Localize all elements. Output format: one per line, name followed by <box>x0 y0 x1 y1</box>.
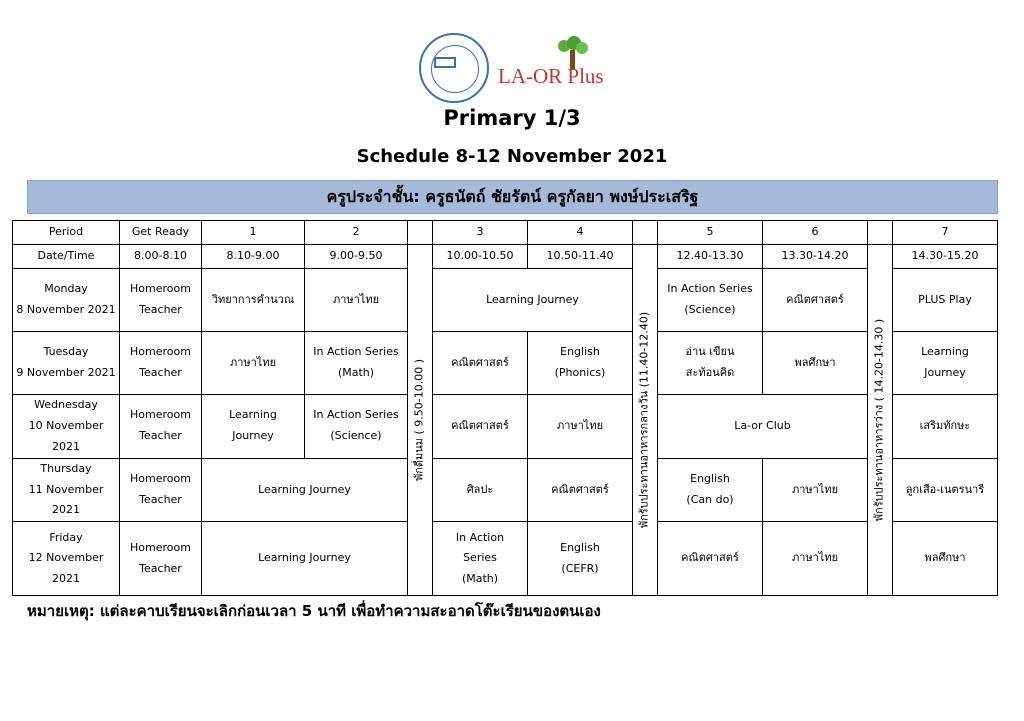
homeroom-teachers-bar: ครูประจำชั้น: ครูธนัตถ์ ชัยรัตน์ ครูกัลยา พงษ์ประเสริฐ <box>27 180 998 214</box>
class-cell: คณิตศาสตร์ <box>763 269 868 332</box>
thursday-row <box>13 458 998 522</box>
period-label: Period <box>13 221 120 245</box>
day-cell <box>13 522 120 596</box>
class-cell <box>658 332 763 395</box>
class-cell: ลูกเสือ-เนตรนารี <box>893 458 998 522</box>
day-cell <box>13 332 120 395</box>
day-cell <box>13 269 120 332</box>
class-cell <box>893 332 998 395</box>
day-cell <box>13 458 120 522</box>
period-5: 5 <box>658 221 763 245</box>
day-name: Tuesday <box>43 345 89 359</box>
time-4: 10.50-11.40 <box>528 245 633 269</box>
day-name: Friday <box>49 530 83 544</box>
day-date: 11 November 2021 <box>28 482 104 517</box>
class-line2: Journey <box>232 429 274 443</box>
friday-row <box>13 522 998 596</box>
class-line1: In Action Series <box>313 408 399 422</box>
school-seal-logo <box>419 33 489 103</box>
time-header-row <box>13 245 998 269</box>
class-cell: พลศึกษา <box>763 332 868 395</box>
class-cell: ภาษาไทย <box>763 522 868 596</box>
period-4: 4 <box>528 221 633 245</box>
monday-row <box>13 269 998 332</box>
seal-ring <box>431 45 479 93</box>
class-cell: ภาษาไทย <box>528 395 633 459</box>
class-line1: In Action Series <box>667 282 753 296</box>
day-date: 12 November 2021 <box>28 551 104 586</box>
schedule-subtitle: Schedule 8-12 November 2021 <box>356 146 668 167</box>
class-cell <box>305 395 408 459</box>
class-cell: ศิลปะ <box>433 458 528 522</box>
tuesday-row <box>13 332 998 395</box>
ready-cell <box>120 395 202 459</box>
ready-cell <box>120 522 202 596</box>
class-line2: (Science) <box>330 429 382 443</box>
ready-line1: Homeroom <box>130 540 191 554</box>
time-7: 14.30-15.20 <box>893 245 998 269</box>
lunch-break-cell <box>633 245 658 596</box>
class-line1: Learning <box>229 408 277 422</box>
break-header <box>408 221 433 245</box>
class-cell <box>202 395 305 459</box>
period-header-row <box>13 221 998 245</box>
class-cell: คณิตศาสตร์ <box>433 332 528 395</box>
class-cell <box>658 458 763 522</box>
class-line2: (Can do) <box>686 493 734 506</box>
la-or-plus-logo <box>498 36 620 96</box>
day-name: Wednesday <box>34 398 98 411</box>
brand-name: LA-OR Plus <box>498 64 604 88</box>
schedule-table <box>12 220 998 596</box>
wednesday-row <box>13 395 998 459</box>
day-date: 8 November 2021 <box>16 303 116 316</box>
class-cell: คณิตศาสตร์ <box>528 458 633 522</box>
ready-line2: Teacher <box>139 561 182 575</box>
class-cell: Learning Journey <box>433 269 633 332</box>
page-title: Primary 1/3 <box>443 106 581 130</box>
morning-break-label: พักดื่มนม ( 9.50-10.00 ) <box>412 359 426 482</box>
ready-line2: Teacher <box>139 429 182 443</box>
class-cell: PLUS Play <box>893 269 998 332</box>
class-cell <box>528 522 633 596</box>
afternoon-break-cell <box>868 245 893 596</box>
class-cell: วิทยาการคำนวณ <box>202 269 305 332</box>
class-line2: (Science) <box>684 303 736 316</box>
ready-line2: Teacher <box>139 366 182 379</box>
period-3: 3 <box>433 221 528 245</box>
class-line1: In Action Series <box>313 345 399 359</box>
day-name: Monday <box>44 282 88 296</box>
footnote: หมายเหตุ: แต่ละคาบเรียนจะเลิกก่อนเวลา 5 นาที เพื่อทำความสะอาดโต๊ะเรียนของตนเอง <box>27 602 601 620</box>
class-line3: (Math) <box>461 572 499 586</box>
time-1: 8.10-9.00 <box>202 245 305 269</box>
ready-cell <box>120 458 202 522</box>
get-ready-label: Get Ready <box>120 221 202 245</box>
ready-line2: Teacher <box>139 303 182 316</box>
class-line2: (CEFR) <box>561 561 599 575</box>
class-cell: ภาษาไทย <box>202 332 305 395</box>
class-line1: อ่าน เขียน <box>685 345 735 359</box>
ready-line1: Homeroom <box>130 408 191 422</box>
day-date: 10 November 2021 <box>28 418 104 453</box>
day-name: Thursday <box>40 461 92 475</box>
class-line2: (Phonics) <box>554 366 606 379</box>
class-cell: คณิตศาสตร์ <box>658 522 763 596</box>
morning-break-cell <box>408 245 433 596</box>
afternoon-break-label: พักรับประทานอาหารว่าง ( 14.20-14.30 ) <box>872 318 886 522</box>
ready-line1: Homeroom <box>130 282 191 296</box>
class-line2: Journey <box>924 366 966 379</box>
class-line2: (Math) <box>337 366 375 379</box>
day-cell <box>13 395 120 459</box>
class-line1: English <box>560 345 600 359</box>
class-cell: La-or Club <box>658 395 868 459</box>
time-2: 9.00-9.50 <box>305 245 408 269</box>
class-line1: Learning <box>921 345 969 359</box>
ready-cell <box>120 269 202 332</box>
time-6: 13.30-14.20 <box>763 245 868 269</box>
ready-line1: Homeroom <box>130 472 191 486</box>
logo-area <box>0 30 1024 106</box>
time-ready: 8.00-8.10 <box>120 245 202 269</box>
class-cell: ภาษาไทย <box>763 458 868 522</box>
datetime-label: Date/Time <box>13 245 120 269</box>
class-cell: Learning Journey <box>202 522 408 596</box>
class-line2: Series <box>463 551 497 565</box>
lunch-break-label: พักรับประทานอาหารกลางวัน (11.40-12.40) <box>637 312 651 529</box>
class-cell: เสริมทักษะ <box>893 395 998 459</box>
class-cell: คณิตศาสตร์ <box>433 395 528 459</box>
class-line1: English <box>690 472 730 486</box>
break-header <box>633 221 658 245</box>
break-header <box>868 221 893 245</box>
class-cell <box>433 522 528 596</box>
period-1: 1 <box>202 221 305 245</box>
period-6: 6 <box>763 221 868 245</box>
class-cell: ภาษาไทย <box>305 269 408 332</box>
ready-cell <box>120 332 202 395</box>
seal-book-icon <box>434 57 456 68</box>
class-cell <box>658 269 763 332</box>
class-cell: พลศึกษา <box>893 522 998 596</box>
ready-line2: Teacher <box>139 493 182 506</box>
day-date: 9 November 2021 <box>16 366 116 379</box>
period-2: 2 <box>305 221 408 245</box>
class-cell <box>305 332 408 395</box>
class-cell <box>528 332 633 395</box>
class-cell: Learning Journey <box>202 458 408 522</box>
ready-line1: Homeroom <box>130 345 191 359</box>
time-5: 12.40-13.30 <box>658 245 763 269</box>
class-line2: สะท้อนคิด <box>685 366 735 379</box>
class-line1: English <box>560 540 600 554</box>
period-7: 7 <box>893 221 998 245</box>
time-3: 10.00-10.50 <box>433 245 528 269</box>
class-line1: In Action <box>455 530 505 544</box>
